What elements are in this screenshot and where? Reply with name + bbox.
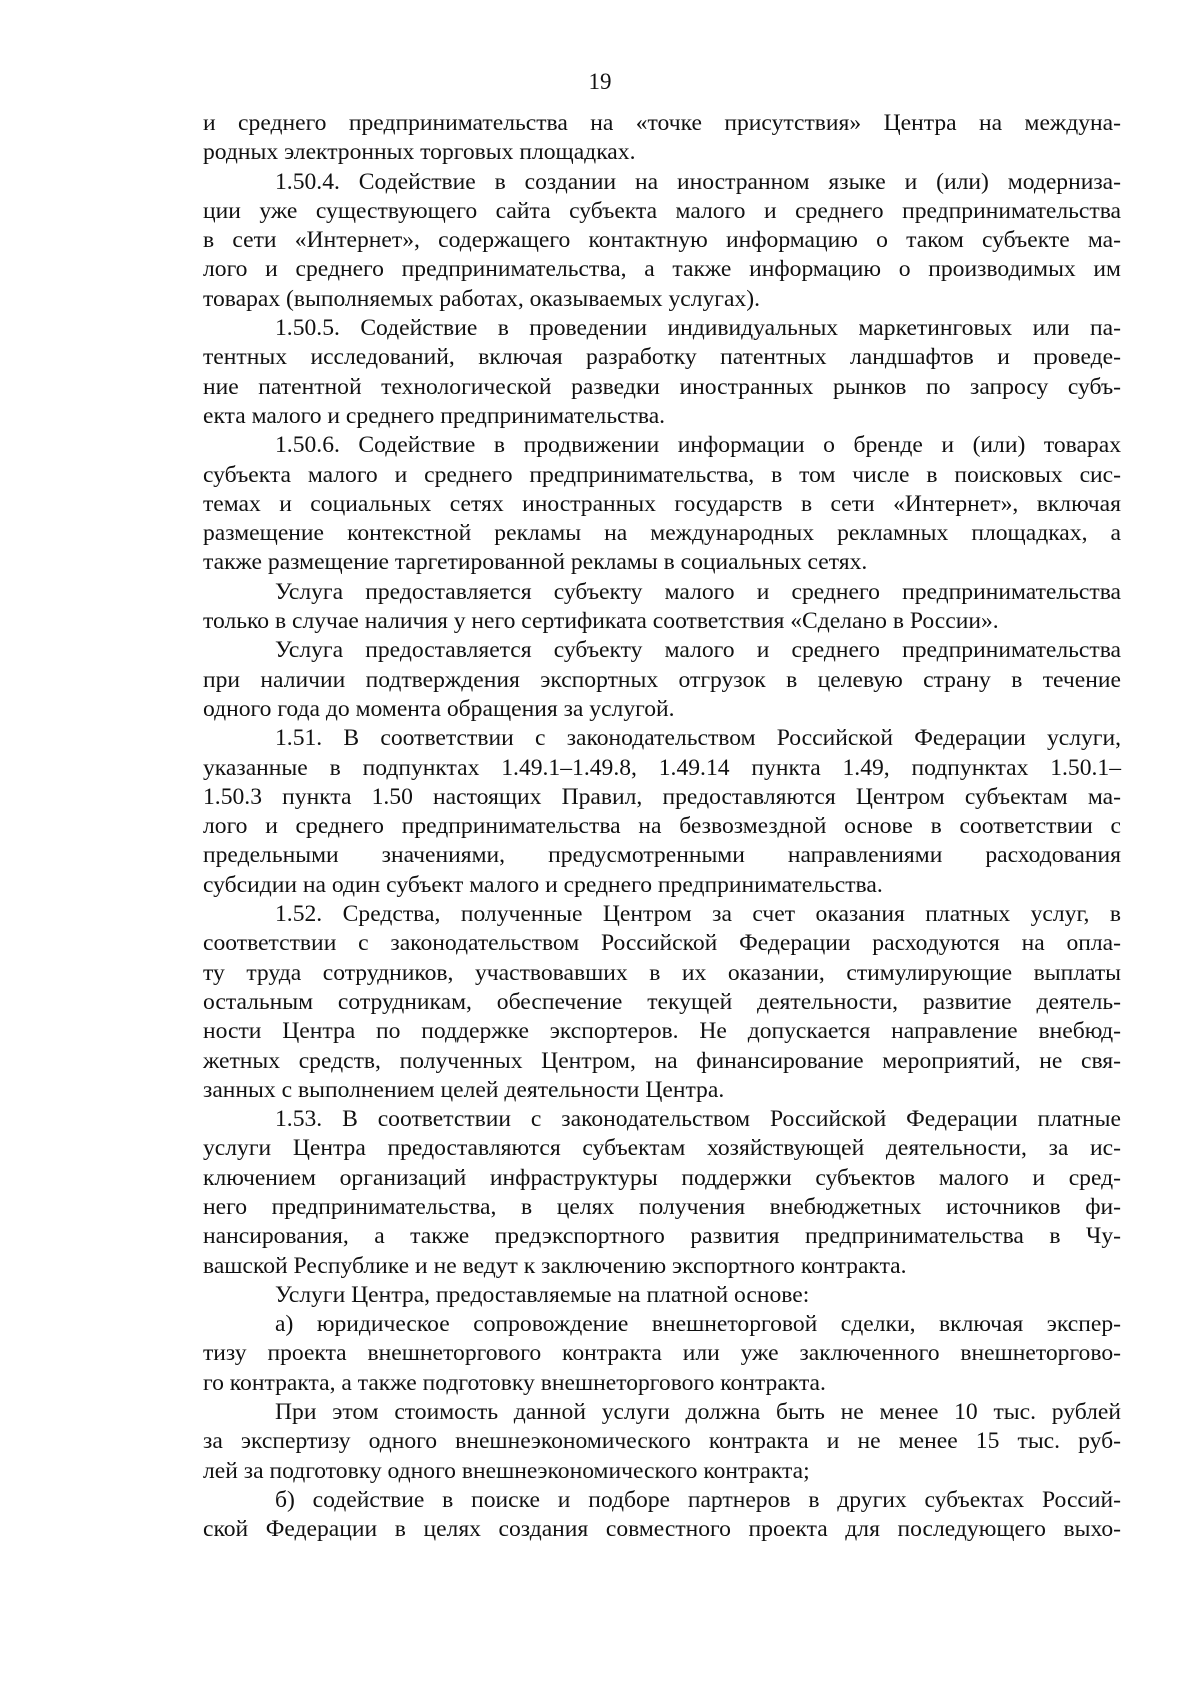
paragraph [203,168,1121,314]
text-line: также размещение таргетированной рекламы в социальных сетях. [203,549,868,576]
text-line: остальным сотрудникам, обеспечение текущей деятельности, развитие деятель- [203,988,1121,1015]
text-line: жетных средств, полученных Центром, на финансирование мероприятий, не свя- [203,1047,1121,1074]
text-line: ской Федерации в целях создания совместного проекта для последующего выхо- [203,1516,1121,1543]
paragraph [203,431,1121,577]
text-line: ции уже существующего сайта субъекта малого и среднего предпринимательства [203,197,1121,224]
text-line: 1.52. Средства, полученные Центром за счет оказания платных услуг, в [275,901,1121,928]
text-line: 1.50.5. Содействие в проведении индивидуальных маркетинговых или па- [275,315,1121,342]
text-line: б) содействие в поиске и подборе партнеров в других субъектах Россий- [275,1486,1121,1513]
text-line: ключением организаций инфраструктуры поддержки субъектов малого и сред- [203,1164,1121,1191]
page-number: 19 [588,69,612,94]
text-line: услуги Центра предоставляются субъектам хозяйствующей деятельности, за ис- [203,1135,1121,1162]
text-line: нансирования, а также предэкспортного развития предпринимательства в Чу- [203,1223,1121,1250]
paragraph [203,109,1121,168]
text-line: ние патентной технологической разведки иностранных рынков по запросу субъ- [203,373,1121,400]
text-line: го контракта, а также подготовку внешнеторгового контракта. [203,1369,826,1396]
text-line: него предпринимательства, в целях получения внебюджетных источников фи- [203,1193,1121,1220]
paragraph [203,1398,1121,1486]
paragraph [203,724,1121,900]
text-line: 1.53. В соответствии с законодательством Российской Федерации платные [275,1106,1121,1133]
text-line: Услуги Центра, предоставляемые на платной основе: [275,1281,810,1308]
paragraph [203,1486,1121,1545]
text-line: размещение контекстной рекламы на международных рекламных площадках, а [203,520,1121,547]
text-line: и среднего предпринимательства на «точке присутствия» Центра на междуна- [203,110,1121,136]
text-line: соответствии с законодательством Российской Федерации расходуются на опла- [203,930,1121,957]
paragraph [203,1281,1121,1310]
paragraph [203,578,1121,637]
text-line: родных электронных торговых площадках. [203,139,636,166]
paragraph [203,900,1121,1105]
text-line: лого и среднего предпринимательства на безвозмездной основе в соответствии с [203,813,1121,840]
paragraph [203,1105,1121,1281]
text-line: Услуга предоставляется субъекту малого и среднего предпринимательства [275,637,1121,664]
text-line: екта малого и среднего предпринимательства. [203,402,666,429]
text-line: субсидии на один субъект малого и среднего предпринимательства. [203,871,883,898]
text-line: 1.51. В соответствии с законодательством Российской Федерации услуги, [275,725,1121,752]
text-line: товарах (выполняемых работах, оказываемых услугах). [203,285,760,312]
text-line: только в случае наличия у него сертификата соответствия «Сделано в России». [203,608,999,635]
text-line: занных с выполнением целей деятельности Центра. [203,1076,725,1103]
text-line: 1.50.3 пункта 1.50 настоящих Правил, предоставляются Центром субъектам ма- [203,783,1121,810]
text-line: При этом стоимость данной услуги должна быть не менее 10 тыс. рублей [275,1399,1121,1426]
text-line: ту труда сотрудников, участвовавших в их оказании, стимулирующие выплаты [203,959,1121,986]
text-line: тентных исследований, включая разработку патентных ландшафтов и проведе- [203,344,1121,371]
text-line: одного года до момента обращения за услугой. [203,695,675,722]
text-line: лого и среднего предпринимательства, а также информацию о производимых им [203,256,1121,283]
text-line: темах и социальных сетях иностранных государств в сети «Интернет», включая [203,490,1121,517]
text-line: тизу проекта внешнеторгового контракта или уже заключенного внешнеторгово- [203,1340,1121,1367]
text-line: Услуга предоставляется субъекту малого и среднего предпринимательства [275,578,1121,605]
text-line: ности Центра по поддержке экспортеров. Не допускается направление внебюд- [203,1018,1121,1045]
text-line: при наличии подтверждения экспортных отгрузок в целевую страну в течение [203,666,1121,693]
text-line: а) юридическое сопровождение внешнеторговой сделки, включая экспер- [275,1311,1121,1338]
text-line: в сети «Интернет», содержащего контактную информацию о таком субъекте ма- [203,227,1121,254]
paragraph [203,314,1121,431]
text-line: предельными значениями, предусмотренными направлениями расходования [203,842,1121,869]
text-line: вашской Республике и не ведут к заключению экспортного контракта. [203,1252,907,1279]
text-line: за экспертизу одного внешнеэкономического контракта и не менее 15 тыс. руб- [203,1428,1121,1455]
paragraph [203,1310,1121,1398]
paragraph [203,636,1121,724]
text-line: субъекта малого и среднего предпринимательства, в том числе в поисковых сис- [203,461,1121,488]
text-line: лей за подготовку одного внешнеэкономического контракта; [203,1457,810,1484]
text-line: 1.50.6. Содействие в продвижении информации о бренде и (или) товарах [275,432,1121,459]
text-line: указанные в подпунктах 1.49.1–1.49.8, 1.49.14 пункта 1.49, подпунктах 1.50.1– [203,754,1121,781]
document-body [203,109,1121,1545]
text-line: 1.50.4. Содействие в создании на иностранном языке и (или) модерниза- [275,168,1121,195]
